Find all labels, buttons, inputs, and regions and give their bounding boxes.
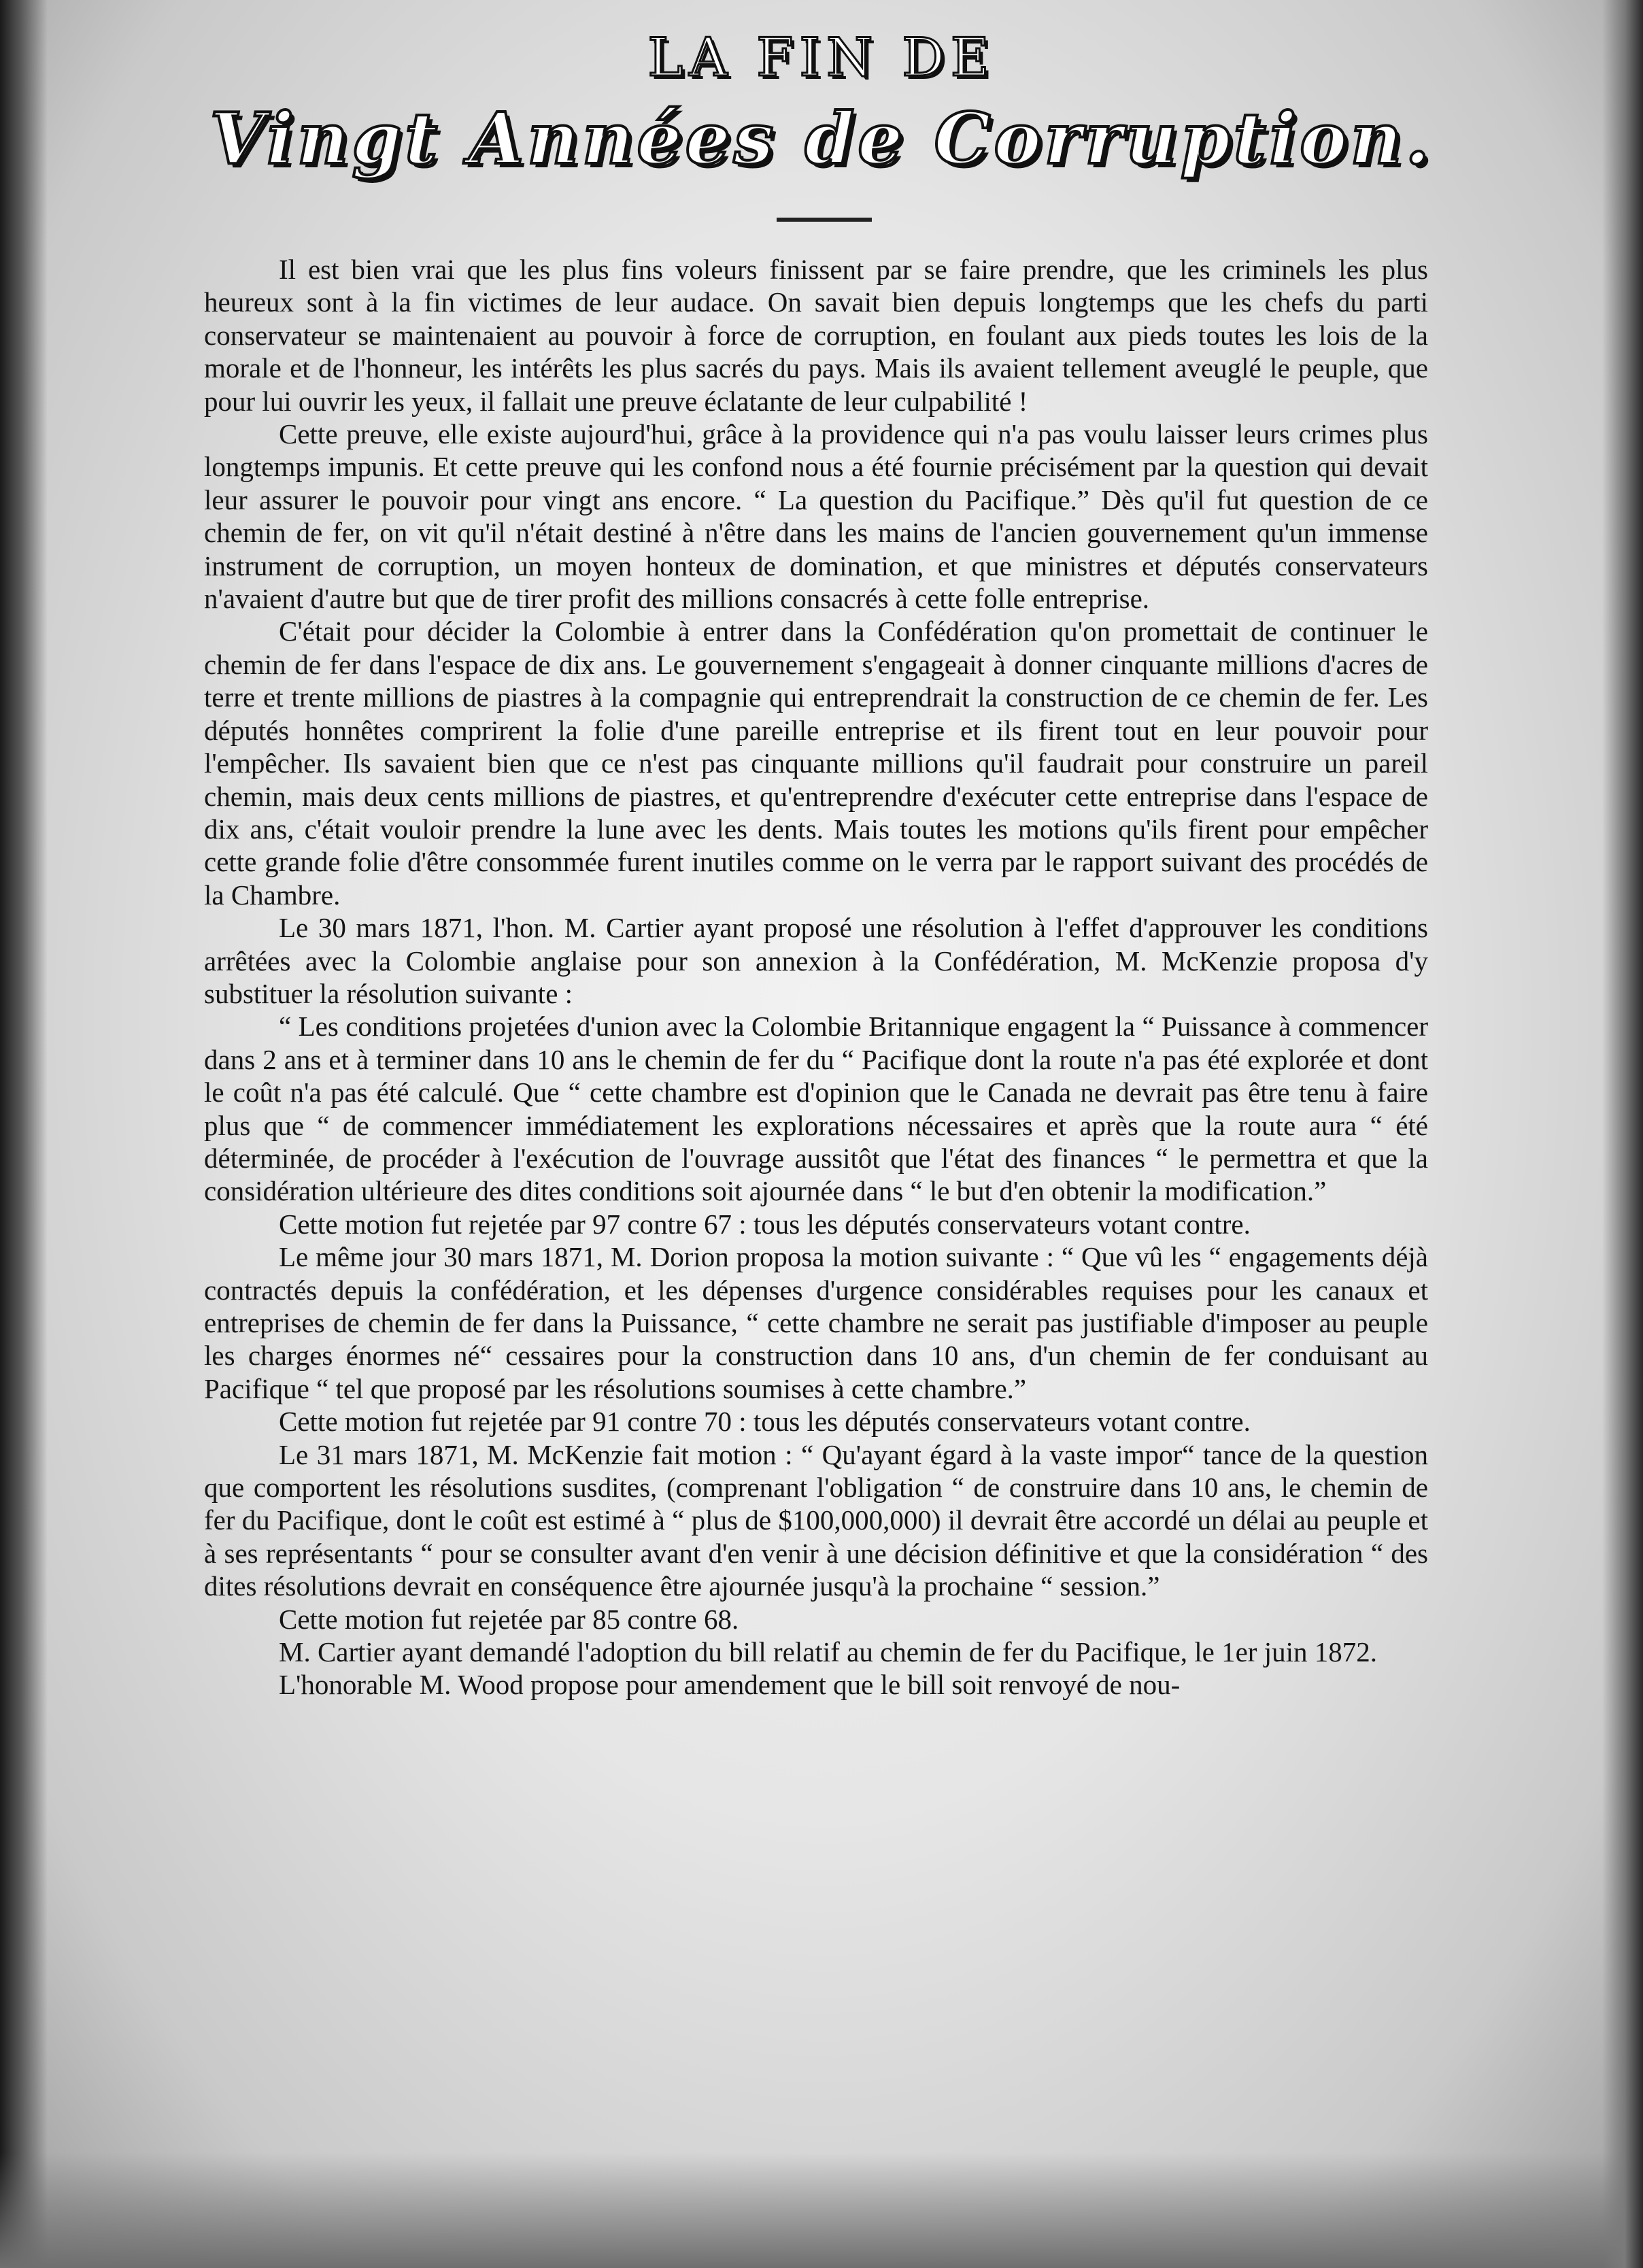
quoted-resolution: “ Les conditions projetées d'union avec la Colombie Britannique engagent la “ Puissance à commencer dans 2 ans et à terminer dans 10 ans le chemin de fer du “ Pacifique dont la route n'a pas été explorée et dont le coût n'a pas été calculé. Que “ cette chambre est d'opinion que le Canada ne devrait pas être tenu à faire plus que “ de commencer immédiatement les explorations nécessaires et après que la route aura “ été déterminée, de procéder à l'exécution de l'ouvrage aussitôt que l'état des finances “ le permettra et que la considération ultérieure des dites conditions soit ajournée dans “ le but d'en obtenir la modification.”: [204, 1011, 1428, 1207]
title-line-1: LA FIN DE: [647, 27, 996, 88]
title-line-2: Vingt Années de Corruption.: [209, 97, 1434, 180]
page-edge-shadow: [0, 2152, 1643, 2268]
paragraph-wood-amendment: L'honorable M. Wood propose pour amendement que le bill soit renvoyé de nou-: [279, 1669, 1181, 1701]
paragraph-vote-1: Cette motion fut rejetée par 97 contre 67 : tous les députés conservateurs votant contre.: [279, 1208, 1251, 1240]
paragraph-cartier-bill: M. Cartier ayant demandé l'adoption du bill relatif au chemin de fer du Pacifique, le 1er juin 1872.: [279, 1636, 1377, 1668]
document-body: [204, 253, 1428, 1702]
paragraph-3: C'était pour décider la Colombie à entrer dans la Confédération qu'on promettait de continuer le chemin de fer dans l'espace de dix ans. Le gouvernement s'engageait à donner cinquante millions d'acres de terre et trente millions de piastres à la compagnie qui entreprendrait la construction de ce chemin de fer. Les députés honnêtes comprirent la folie d'une pareille entreprise et ils firent tout en leur pouvoir pour l'empêcher. Ils savaient bien que ce n'est pas cinquante millions qu'il faudrait pour construire un pareil chemin, mais deux cents millions de piastres, et qu'entreprendre d'exécuter cette entreprise dans l'espace de dix ans, c'était vouloir prendre la lune avec les dents. Mais toutes les motions qu'ils firent pour empêcher cette grande folie d'être consommée furent inutiles comme on le verra par le rapport suivant des procédés de la Chambre.: [204, 615, 1428, 911]
paragraph-vote-2: Cette motion fut rejetée par 91 contre 70 : tous les députés conservateurs votant contre.: [279, 1406, 1251, 1438]
paragraph-mckenzie-motion: Le 31 mars 1871, M. McKenzie fait motion : “ Qu'ayant égard à la vaste impor“ tance de la question que comportent les résolutions susdites, (comprenant l'obligation “ de construire dans 10 ans, le chemin de fer du Pacifique, dont le coût est estimé à “ plus de $100,000,000) il devrait être accordé un délai au peuple et à ses représentants “ pour se consulter avant d'en venir à une décision définitive et que la considération “ des dites résolutions devrait en conséquence être ajournée jusqu'à la prochaine “ session.”: [204, 1438, 1428, 1602]
paragraph-2: Cette preuve, elle existe aujourd'hui, grâce à la providence qui n'a pas voulu laisser leurs crimes plus longtemps impunis. Et cette preuve qui les confond nous a été fournie précisément par la question qui devait leur assurer le pouvoir pour vingt ans encore. “ La question du Pacifique.” Dès qu'il fut question de ce chemin de fer, on vit qu'il n'était destiné à n'être dans les mains de l'ancien gouvernement qu'un immense instrument de corruption, un moyen honteux de domination, et que ministres et députés conservateurs n'avaient d'autre but que de tirer profit des millions consacrés à cette folle entreprise.: [204, 418, 1428, 615]
title-rule: [777, 218, 872, 222]
paragraph-1: Il est bien vrai que les plus fins voleurs finissent par se faire prendre, que les criminels les plus heureux sont à la fin victimes de leur audace. On savait bien depuis longtemps que les chefs du parti conservateur se maintenaient au pouvoir à force de corruption, en foulant aux pieds toutes les lois de la morale et de l'honneur, les intérêts les plus sacrés du pays. Mais ils avaient tellement aveuglé le peuple, que pour lui ouvrir les yeux, il fallait une preuve éclatante de leur culpabilité !: [204, 254, 1428, 417]
paragraph-vote-3: Cette motion fut rejetée par 85 contre 68.: [279, 1603, 739, 1635]
paragraph-4: Le 30 mars 1871, l'hon. M. Cartier ayant proposé une résolution à l'effet d'approuver les conditions arrêtées avec la Colombie anglaise pour son annexion à la Confédération, M. McKenzie proposa d'y substituer la résolution suivante :: [204, 912, 1428, 1009]
paragraph-dorion-motion: Le même jour 30 mars 1871, M. Dorion proposa la motion suivante : “ Que vû les “ engagements déjà contractés depuis la confédération, et les dépenses d'urgence considérables requises pour les canaux et entreprises de chemin de fer dans la Puissance, “ cette chambre ne serait pas justifiable d'imposer au peuple les charges énormes né“ cessaires pour la construction dans 10 ans, d'un chemin de fer conduisant au Pacifique “ tel que proposé par les résolutions soumises à cette chambre.”: [204, 1241, 1428, 1404]
